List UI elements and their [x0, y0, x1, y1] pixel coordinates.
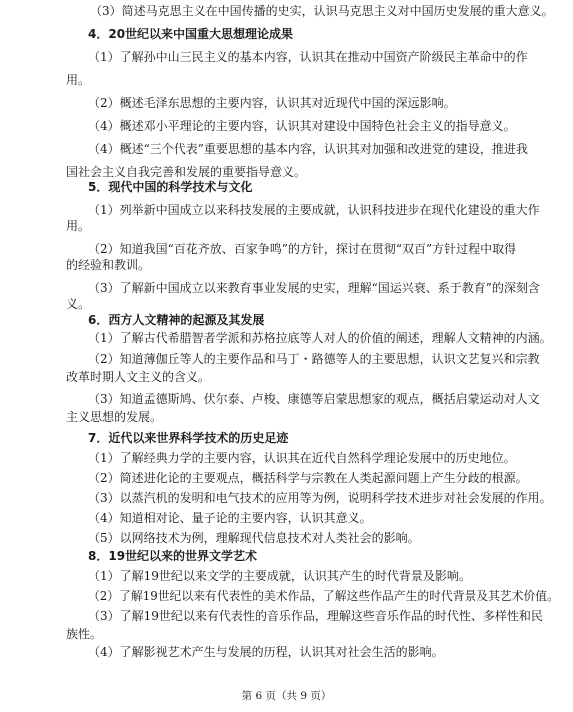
item-text: （2）简述进化论的主要观点，概括科学与宗教在人类起源问题上产生分歧的根源。: [88, 471, 528, 485]
item-text: （3）了解新中国成立以来教育事业发展的史实，理解“国运兴衰、系于教育”的深刻含: [88, 281, 540, 295]
page-number-footer: 第 6 页（共 9 页）: [241, 690, 332, 702]
item-text: （2）了解19世纪以来有代表性的美术作品，了解这些作品产生的时代背景及其艺术价值。: [88, 589, 559, 603]
item-text: （1）了解经典力学的主要内容，认识其在近代自然科学理论发展中的历史地位。: [88, 451, 516, 465]
item-text: （3）知道孟德斯鸠、伏尔泰、卢梭、康德等启蒙思想家的观点，概括启蒙运动对人文: [88, 392, 540, 406]
item-continuation: 族性。: [66, 627, 103, 641]
item-text: （1）了解19世纪以来文学的主要成就，认识其产生的时代背景及影响。: [88, 569, 471, 583]
item-continuation: 用。: [66, 73, 91, 87]
section-heading: 6．西方人文精神的起源及其发展: [88, 313, 265, 327]
item-text: （4）知道相对论、量子论的主要内容，认识其意义。: [88, 511, 372, 525]
item-text: （1）了解孙中山三民主义的基本内容，认识其在推动中国资产阶级民主革命中的作: [88, 50, 528, 64]
section-heading: 5．现代中国的科学技术与文化: [88, 180, 253, 194]
section-heading: 4．20世纪以来中国重大思想理论成果: [88, 27, 294, 41]
item-continuation: 改革时期人文主义的含义。: [66, 370, 211, 384]
section-heading: 8．19世纪以来的世界文学艺术: [88, 549, 258, 563]
item-continuation: 的经验和教训。: [66, 258, 151, 272]
item-continuation: 国社会主义自我完善和发展的重要指导意义。: [66, 165, 307, 179]
item-text: （1）了解古代希腊智者学派和苏格拉底等人对人的价值的阐述，理解人文精神的内涵。: [88, 331, 552, 345]
item-text: （2）知道薄伽丘等人的主要作品和马丁・路德等人的主要思想，认识文艺复兴和宗教: [88, 352, 540, 366]
item-continuation: 主义思想的发展。: [66, 410, 163, 424]
section-heading: 7．近代以来世界科学技术的历史足迹: [88, 431, 289, 445]
item-text: （4）概述“三个代表”重要思想的基本内容，认识其对加强和改进党的建设，推进我: [88, 142, 528, 156]
item-text: （3）了解19世纪以来有代表性的音乐作品，理解这些音乐作品的时代性、多样性和民: [88, 609, 543, 623]
item-text: （3）以蒸汽机的发明和电气技术的应用等为例，说明科学技术进步对社会发展的作用。: [88, 491, 552, 505]
item-continuation: 用。: [66, 219, 91, 233]
item-text: （3）简述马克思主义在中国传播的史实，认识马克思主义对中国历史发展的重大意义。: [90, 4, 554, 18]
item-text: （4）了解影视艺术产生与发展的历程，认识其对社会生活的影响。: [88, 645, 444, 659]
item-text: （5）以网络技术为例，理解现代信息技术对人类社会的影响。: [88, 531, 420, 545]
item-text: （1）列举新中国成立以来科技发展的主要成就，认识科技进步在现代化建设的重大作: [88, 203, 540, 217]
item-text: （4）概述邓小平理论的主要内容，认识其对建设中国特色社会主义的指导意义。: [88, 119, 516, 133]
item-text: （2）知道我国“百花齐放、百家争鸣”的方针，探讨在贯彻“双百”方针过程中取得: [88, 242, 517, 256]
item-text: （2）概述毛泽东思想的主要内容，认识其对近现代中国的深远影响。: [88, 96, 456, 110]
item-continuation: 义。: [66, 297, 91, 311]
